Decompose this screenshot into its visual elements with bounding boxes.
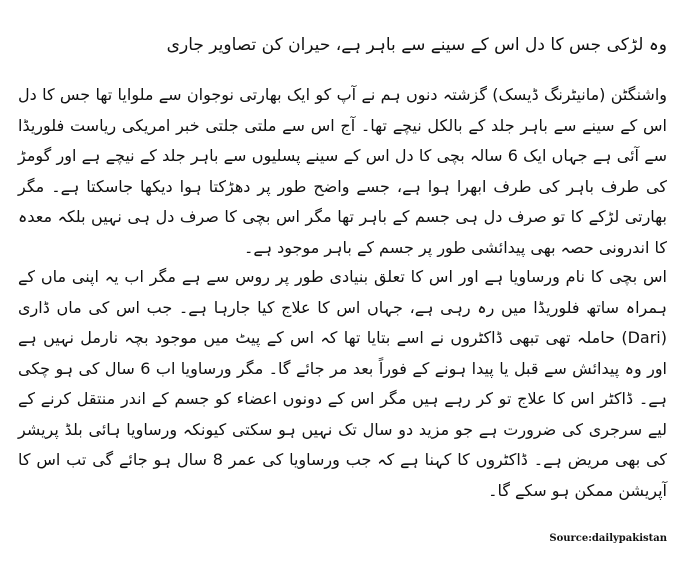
article-headline: وہ لڑکی جس کا دل اس کے سینے سے باہر ہے، حیران کن تصاویر جاری	[166, 35, 667, 55]
source-credit: Source:dailypakistan	[549, 533, 667, 544]
article-paragraph-1: واشنگٹن (مانیٹرنگ ڈیسک) گزشتہ دنوں ہم نے آپ کو ایک بھارتی نوجوان سے ملوایا تھا جس کا دل اس کے سینے سے باہر جلد کے بالکل نیچے تھا۔ آج اس سے ملتی جلتی خبر امریکی ریاست فلوریڈا سے آئی ہے جہاں ایک 6 سالہ بچی کا دل اس کے سینے پسلیوں سے باہر جلد کے نیچے ہے اور گومڑ کی طرف باہر کی طرف ابھرا ہوا ہے، جسے واضح طور پر دھڑکتا ہوا دیکھا جاسکتا ہے۔ مگر بھارتی لڑکے کا تو صرف دل ہی جسم کے باہر تھا مگر اس بچی کا صرف دل ہی نہیں بلکہ معدہ کا اندرونی حصہ بھی پیدائشی طور پر جسم کے باہر موجود ہے۔	[18, 85, 668, 257]
news-article	[18, 0, 667, 565]
article-paragraph-2: اس بچی کا نام ورساویا ہے اور اس کا تعلق بنیادی طور پر روس سے ہے مگر اب یہ اپنی ماں کے ہمراہ ساتھ فلوریڈا میں رہ رہی ہے، جہاں اس کا علاج کیا جارہا ہے۔ جب اس کی ماں ڈاری (Dari) حاملہ تھی تبھی ڈاکٹروں نے اسے بتایا تھا کہ اس کے پیٹ میں موجود بچہ نارمل نہیں ہے اور وہ پیدائش سے قبل یا پیدا ہونے کے فوراً بعد مر جائے گا۔ مگر ورساویا اب 6 سال کی ہو چکی ہے۔ ڈاکٹر اس کا علاج تو کر رہے ہیں مگر اس کے دونوں اعضاء کو جسم کے اندر منتقل کرنے کے لیے سرجری کی ضرورت ہے جو مزید دو سال تک نہیں ہو سکتی کیونکہ ورساویا ہائی بلڈ پریشر کی بھی مریض ہے۔ ڈاکٹروں کا کہنا ہے کہ جب ورساویا کی عمر 8 سال ہو جائے گی تب اس کا آپریشن ممکن ہو سکے گا۔	[18, 267, 668, 500]
